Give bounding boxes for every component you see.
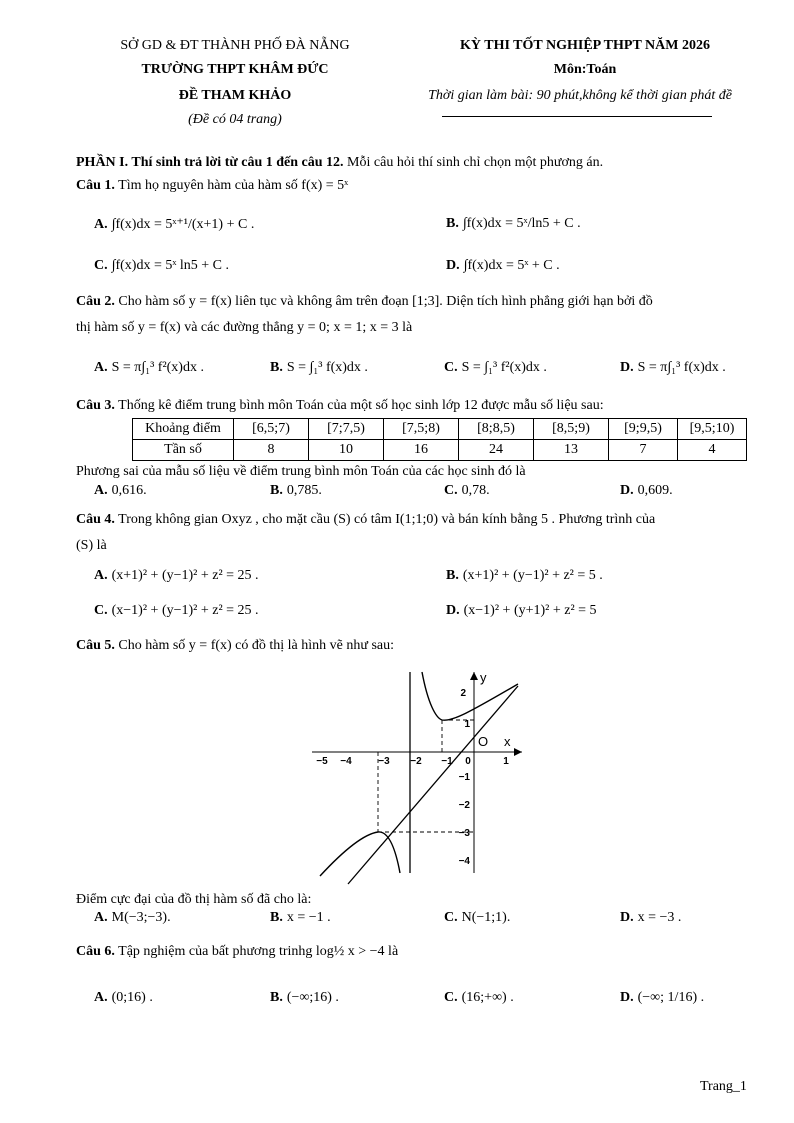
q2-option-a[interactable]: A. S = π∫₁³ f²(x)dx . [94,360,204,375]
y-tick-label: −2 [458,800,470,811]
q6-option-a[interactable]: A. (0;16) . [94,990,153,1005]
q6-option-d-text: (−∞; 1/16) . [637,990,705,1005]
q3-option-d-text: 0,609. [637,483,673,498]
y-axis-arrow [470,672,478,680]
q3-option-a-text: 0,616. [111,483,147,498]
question-2-label: Câu 2. [76,294,115,309]
question-4-label: Câu 4. [76,512,115,527]
q1-option-d-text: ∫f(x)dx = 5ˣ + C . [463,258,560,273]
x-axis-arrow [514,748,522,756]
table-header-intervals: Khoảng điểm [133,419,234,440]
question-5-after: Điểm cực đại của đồ thị hàm số đã cho là: [76,892,312,907]
q4-option-a-text: (x+1)² + (y−1)² + z² = 25 . [111,568,259,583]
header-department: SỞ GD & ĐT THÀNH PHỐ ĐÀ NẴNG [120,38,350,53]
header-doc-type: ĐỀ THAM KHẢO [178,88,292,103]
q6-option-c-text: (16;+∞) . [461,990,514,1005]
q4-option-a[interactable]: A. (x+1)² + (y−1)² + z² = 25 . [94,568,259,583]
table-cell: 8 [234,440,309,461]
header-school: TRƯỜNG THPT KHÂM ĐỨC [141,62,329,77]
q2-option-c[interactable]: C. S = ∫₁³ f²(x)dx . [444,360,547,375]
q1-option-c-text: ∫f(x)dx = 5ˣ ln5 + C . [111,258,230,273]
q5-option-a-text: M(−3;−3). [111,910,171,925]
q4-option-d-text: (x−1)² + (y+1)² + z² = 5 [463,603,597,618]
table-cell: [9;9,5) [609,419,678,440]
question-4-line1: Trong không gian Oxyz , cho mặt cầu (S) có tâm I(1;1;0) và bán kính bằng 5 . Phương trình của [118,512,656,527]
q4-option-c-text: (x−1)² + (y−1)² + z² = 25 . [111,603,259,618]
question-3-after: Phương sai của mẫu số liệu về điểm trung bình môn Toán của các học sinh đó là [76,464,526,479]
y-tick-label: −1 [458,772,470,783]
x-tick-label: −2 [410,756,422,767]
question-1-text: Tìm họ nguyên hàm của hàm số f(x) = 5ˣ [118,178,349,193]
table-cell: [7;7,5) [309,419,384,440]
q1-option-a[interactable]: A. ∫f(x)dx = 5ˣ⁺¹/(x+1) + C . [94,217,255,232]
x-tick-label: −1 [441,756,453,767]
q6-option-c[interactable]: C. (16;+∞) . [444,990,514,1005]
origin-label: O [478,734,489,749]
question-3-label: Câu 3. [76,398,115,413]
q3-option-d[interactable]: D. 0,609. [620,483,673,498]
question-6-label: Câu 6. [76,944,115,959]
q3-option-b-text: 0,785. [286,483,322,498]
q5-option-c[interactable]: C. N(−1;1). [444,910,511,925]
exam-title: KỲ THI TỐT NGHIỆP THPT NĂM 2026 [460,38,710,53]
q5-option-d-text: x = −3 . [637,910,682,925]
q3-option-a[interactable]: A. 0,616. [94,483,147,498]
exam-subject: Môn:Toán [553,62,617,77]
table-cell: [7,5;8) [384,419,459,440]
question-3-text: Thống kê điểm trung bình môn Toán của một số học sinh lớp 12 được mẫu số liệu sau: [118,398,604,413]
x-tick-label: −4 [340,756,352,767]
x-tick-label: 0 [465,756,471,767]
q1-option-d[interactable]: D. ∫f(x)dx = 5ˣ + C . [446,258,560,273]
q4-option-b[interactable]: B. (x+1)² + (y−1)² + z² = 5 . [446,568,603,583]
y-tick-label: 1 [464,719,470,730]
y-tick-label: −3 [458,828,470,839]
q6-option-b-text: (−∞;16) . [286,990,339,1005]
q6-option-a-text: (0;16) . [111,990,153,1005]
q4-option-b-text: (x+1)² + (y−1)² + z² = 5 . [462,568,603,583]
q1-option-c[interactable]: C. ∫f(x)dx = 5ˣ ln5 + C . [94,258,230,273]
page-number: Trang_1 [700,1079,747,1094]
q1-option-b-text: ∫f(x)dx = 5ˣ/ln5 + C . [462,216,581,231]
q3-option-c-text: 0,78. [461,483,490,498]
table-cell: [9,5;10) [678,419,747,440]
q3-option-b[interactable]: B. 0,785. [270,483,322,498]
q5-option-c-text: N(−1;1). [461,910,511,925]
exam-duration: Thời gian làm bài: 90 phút,không kể thời gian phát đề [428,88,732,103]
curve-right-branch [422,672,518,720]
part-instruction: Mỗi câu hỏi thí sinh chỉ chọn một phương án. [343,155,604,170]
question-2-line2: thị hàm số y = f(x) và các đường thẳng y = 0; x = 1; x = 3 là [76,320,413,335]
q6-option-d[interactable]: D. (−∞; 1/16) . [620,990,705,1005]
x-tick-label: −5 [316,756,328,767]
question-1-label: Câu 1. [76,178,115,193]
q6-option-b[interactable]: B. (−∞;16) . [270,990,339,1005]
q1-option-a-text: ∫f(x)dx = 5ˣ⁺¹/(x+1) + C . [111,217,255,232]
q5-option-b[interactable]: B. x = −1 . [270,910,331,925]
question-4-line2: (S) là [76,538,107,553]
q2-option-c-text: S = ∫₁³ f²(x)dx . [461,360,547,375]
y-tick-label: 2 [460,688,466,699]
table-cell: [8;8,5) [459,419,534,440]
q5-option-b-text: x = −1 . [286,910,331,925]
table-cell: 24 [459,440,534,461]
header-page-count: (Đề có 04 trang) [188,112,282,127]
x-tick-label: −3 [378,756,390,767]
table-cell: 10 [309,440,384,461]
question-6-text: Tập nghiệm của bất phương trinhg log½ x > −4 là [118,944,399,959]
question-5-text: Cho hàm số y = f(x) có đồ thị là hình vẽ như sau: [118,638,395,653]
q2-option-b-text: S = ∫₁³ f(x)dx . [286,360,368,375]
x-tick-label: 1 [503,756,509,767]
x-axis-label: x [504,734,511,749]
q3-option-c[interactable]: C. 0,78. [444,483,490,498]
q4-option-c[interactable]: C. (x−1)² + (y−1)² + z² = 25 . [94,603,259,618]
question-5-label: Câu 5. [76,638,115,653]
table-cell: 13 [534,440,609,461]
q2-option-b[interactable]: B. S = ∫₁³ f(x)dx . [270,360,368,375]
y-axis-label: y [480,670,487,685]
q5-option-d[interactable]: D. x = −3 . [620,910,682,925]
table-cell: 4 [678,440,747,461]
table-cell: 7 [609,440,678,461]
table-cell: 16 [384,440,459,461]
y-tick-label: −4 [458,856,470,867]
q4-option-d[interactable]: D. (x−1)² + (y+1)² + z² = 5 [446,603,597,618]
oblique-asymptote [348,686,518,884]
q1-option-b[interactable]: B. ∫f(x)dx = 5ˣ/ln5 + C . [446,216,581,231]
q2-option-d-text: S = π∫₁³ f(x)dx . [637,360,726,375]
part-title: PHẦN I. Thí sinh trả lời từ câu 1 đến câu 12. [76,155,344,170]
q5-option-a[interactable]: A. M(−3;−3). [94,910,171,925]
question-6 [76,944,398,960]
question-2-line1: Cho hàm số y = f(x) liên tục và không âm trên đoạn [1;3]. Diện tích hình phẳng giới hạn bởi đồ [118,294,653,309]
table-cell: [6,5;7) [234,419,309,440]
q2-option-a-text: S = π∫₁³ f²(x)dx . [111,360,204,375]
table-cell: [8,5;9) [534,419,609,440]
table-header-frequency: Tần số [133,440,234,461]
q2-option-d[interactable]: D. S = π∫₁³ f(x)dx . [620,360,726,375]
